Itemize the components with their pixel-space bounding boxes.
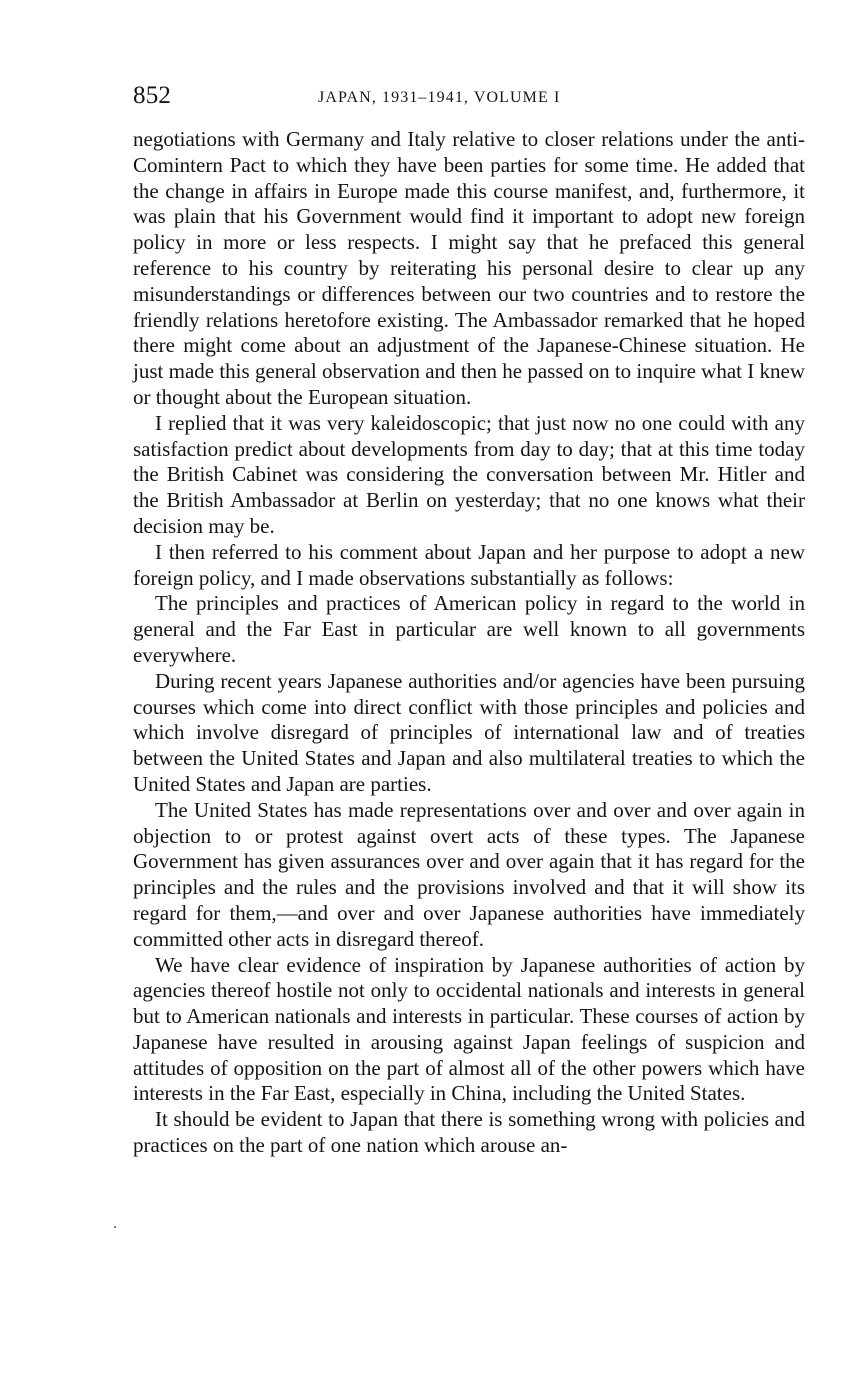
paragraph-5: During recent years Japanese authorities and/or agencies have been pursuing courses which come into direct conflict with those principles and policies and which involve disregard of principles of international law and of treaties between the United States and Japan and also multilateral treaties to which the United States and Japan are parties. <box>133 668 805 796</box>
paragraph-8: It should be evident to Japan that there is something wrong with policies and practices on the part of one nation which arouse an- <box>133 1107 805 1158</box>
body-text <box>133 127 805 1159</box>
paragraph-1: negotiations with Germany and Italy relative to closer relations under the anti-Comintern Pact to which they have been parties for some time. He added that the change in affairs in Europe made this course manifest, and, furthermore, it was plain that his Government would find it important to adopt new foreign policy in more or less respects. I might say that he prefaced this general reference to his country by reiterating his personal desire to clear up any misunderstandings or differences between our two countries and to restore the friendly relations heretofore existing. The Ambassador remarked that he hoped there might come about an adjustment of the Japanese-Chinese situation. He just made this general observation and then he passed on to inquire what I knew or thought about the European situation. <box>133 127 805 409</box>
paragraph-7: We have clear evidence of inspiration by Japanese authorities of action by agencies thereof hostile not only to occidental nationals and interests in general but to American nationals and interests in particular. These courses of action by Japanese have resulted in arousing against Japan feelings of suspicion and attitudes of opposition on the part of almost all of the other powers which have interests in the Far East, especially in China, including the United States. <box>133 952 805 1106</box>
running-head <box>133 82 805 114</box>
paragraph-4: The principles and practices of American policy in regard to the world in general and the Far East in particular are well known to all governments everywhere. <box>133 591 805 667</box>
paragraph-6: The United States has made representations over and over and over again in objection to or protest against overt acts of these types. The Japanese Government has given assurances over and over again that it has regard for the principles and the rules and the provisions involved and that it will show its regard for them,—and over and over Japanese authorities have immediately committed other acts in disregard thereof. <box>133 797 805 951</box>
paragraph-2: I replied that it was very kaleidoscopic; that just now no one could with any satisfaction predict about developments from day to day; that at this time today the British Cabinet was considering the conversation between Mr. Hitler and the British Ambassador at Berlin on yesterday; that no one knows what their decision may be. <box>133 410 805 538</box>
paragraph-3: I then referred to his comment about Japan and her purpose to adopt a new foreign policy, and I made observations substantially as follows: <box>133 539 805 590</box>
page-number: 852 <box>133 82 172 109</box>
margin-speck <box>114 1226 116 1228</box>
running-title: JAPAN, 1931–1941, VOLUME I <box>318 89 561 106</box>
